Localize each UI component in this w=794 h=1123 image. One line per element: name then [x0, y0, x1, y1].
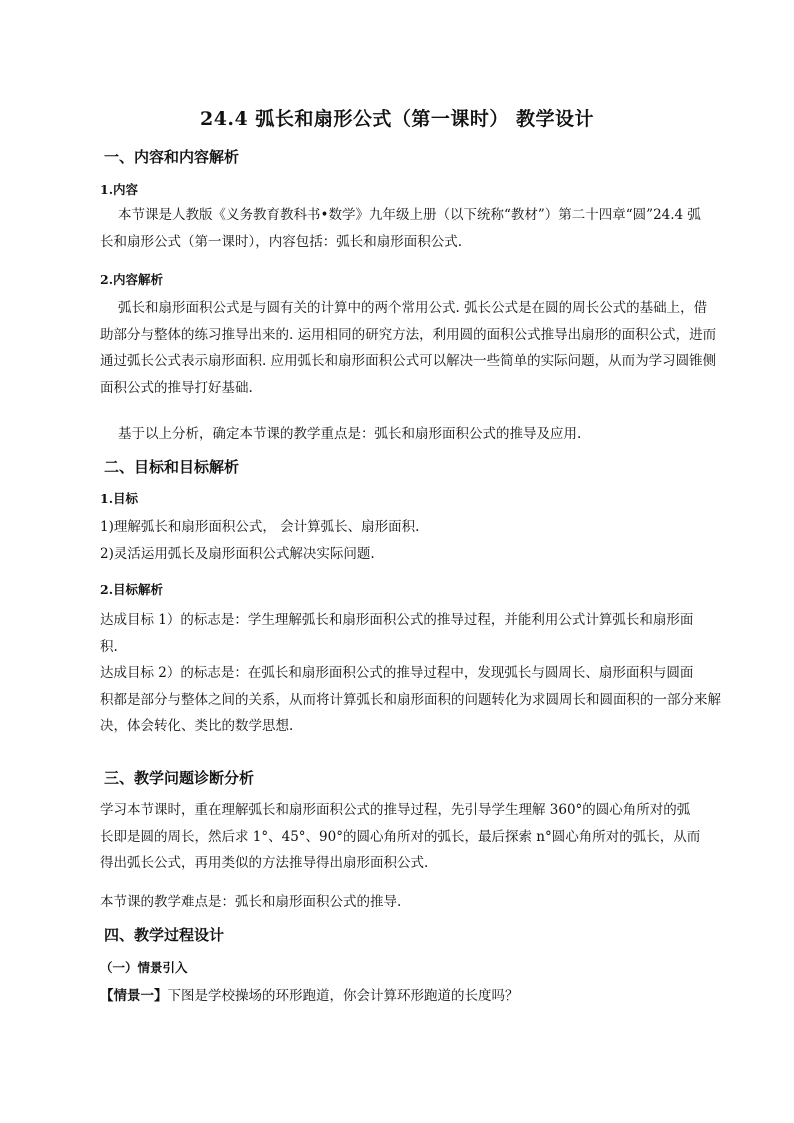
- paragraph-line: 得出弧长公式，再用类似的方法推导得出扇形面积公式.: [100, 855, 429, 871]
- goal-item: 1)理解弧长和扇形面积公式， 会计算弧长、扇形面积.: [100, 519, 420, 535]
- paragraph-diagnosis: [100, 797, 701, 877]
- paragraph-line: 长和扇形公式（第一课时），内容包括：弧长和扇形面积公式.: [100, 233, 463, 250]
- subheading-goals: 1.目标: [100, 491, 139, 506]
- paragraph-content-analysis: [100, 295, 717, 401]
- section-heading-diagnosis: 三、教学问题诊断分析: [104, 769, 255, 787]
- paragraph-line: 通过弧长公式表示扇形面积. 应用弧长和扇形面积公式可以解决一些简单的实际问题，从而为学习圆锥侧: [100, 353, 717, 369]
- paragraph-difficulty: [100, 889, 692, 916]
- paragraph-line: [100, 983, 692, 1010]
- subheading-goal-analysis: 2.目标解析: [100, 582, 164, 597]
- paragraph-line: 弧长和扇形面积公式是与圆有关的计算中的两个常用公式. 弧长公式是在圆的周长公式的基础上，借: [118, 300, 708, 316]
- document-title: 24.4 弧长和扇形公式（第一课时） 教学设计: [199, 108, 594, 130]
- subheading-content-analysis: 2.内容解析: [100, 272, 164, 287]
- goal-item: 2)灵活运用弧长及扇形面积公式解决实际问题.: [100, 545, 375, 562]
- scene-text: 下图是学校操场的环形跑道，你会计算环形跑道的长度吗？: [167, 988, 519, 1004]
- paragraph-line: 学习本节课时，重在理解弧长和扇形面积公式的推导过程，先引导学生理解 360°的圆心角所对的弧: [100, 802, 691, 818]
- goal-list: [100, 514, 692, 567]
- paragraph-goal-1: [100, 607, 692, 660]
- paragraph-line: 达成目标 2）的标志是：在弧长和扇形面积公式的推导过程中，发现弧长与圆周长、扇形面积与圆面: [100, 665, 694, 681]
- paragraph-line: 基于以上分析，确定本节课的教学重点是：弧长和扇形面积公式的推导及应用.: [118, 426, 582, 442]
- paragraph-goal-2: [100, 660, 721, 740]
- subheading-content: 1.内容: [100, 182, 139, 197]
- paragraph-scene: [100, 983, 692, 1010]
- section-heading-goals: 二、目标和目标解析: [104, 458, 240, 476]
- paragraph-line: 本节课的教学难点是：弧长和扇形面积公式的推导.: [100, 894, 402, 910]
- paragraph-content: [100, 202, 701, 255]
- paragraph-line: 面积公式的推导打好基础.: [100, 379, 253, 396]
- scene-label: 【情景一】: [100, 988, 168, 1004]
- paragraph-line: 助部分与整体的练习推导出来的. 运用相同的研究方法，利用圆的面积公式推导出扇形的面积公式，进而: [100, 326, 717, 343]
- section-heading-content: 一、内容和内容解析: [104, 148, 240, 166]
- paragraph-key-point: [100, 421, 692, 448]
- paragraph-line: 达成目标 1）的标志是：学生理解弧长和扇形面积公式的推导过程，并能利用公式计算弧长和扇形面: [100, 612, 694, 628]
- subheading-scene-intro: （一）情景引入: [100, 960, 188, 975]
- paragraph-line: 积都是部分与整体之间的关系，从而将计算弧长和扇形面积的问题转化为求圆周长和圆面积的一部分来解: [100, 691, 721, 708]
- paragraph-line: 本节课是人教版《义务教育教科书•数学》九年级上册（以下统称“教材”）第二十四章“圆”24.4 弧: [118, 207, 701, 223]
- paragraph-line: 决，体会转化、类比的数学思想.: [100, 718, 294, 734]
- paragraph-line: 积.: [100, 638, 118, 655]
- paragraph-line: 长即是圆的周长，然后求 1°、45°、90°的圆心角所对的弧长，最后探索 n°圆心角所对的弧长，从而: [100, 828, 701, 845]
- section-heading-process: 四、教学过程设计: [104, 926, 225, 944]
